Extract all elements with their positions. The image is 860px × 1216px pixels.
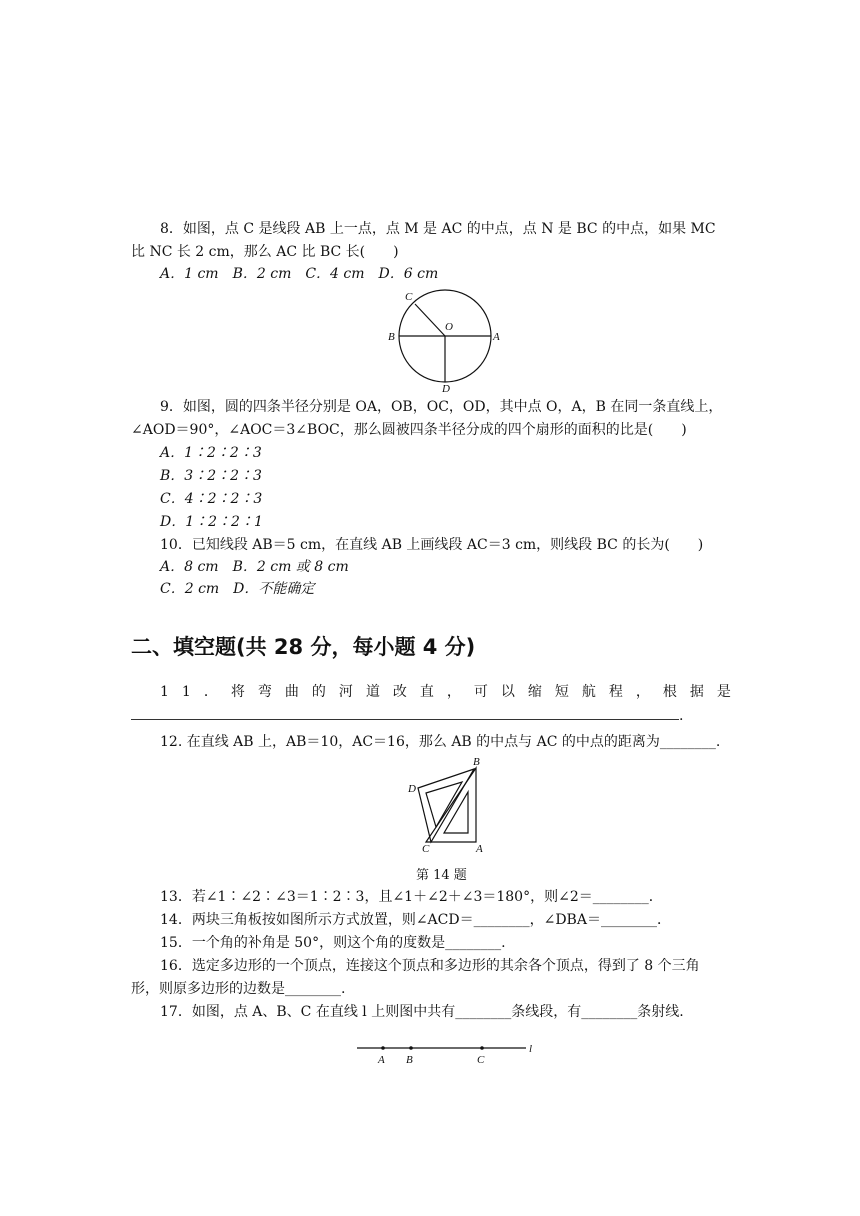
q11-end: .: [679, 708, 684, 724]
triangle-figure: [400, 755, 500, 855]
q9-option-b: B．3∶2∶2∶3: [160, 468, 262, 484]
triangle-label-B: B: [473, 756, 480, 768]
section-title: 二、填空题(共 28 分，每小题 4 分): [131, 635, 476, 659]
triangle-label-D: D: [408, 783, 416, 795]
q16-line1: 16．选定多边形的一个顶点，连接这个顶点和多边形的其余各个顶点，得到了 8 个三角: [160, 958, 700, 974]
q8-line2: 比 NC 长 2 cm，那么 AC 比 BC 长( ): [131, 244, 399, 260]
q12-text: 12. 在直线 AB 上，AB＝10，AC＝16，那么 AB 的中点与 AC 的中点的距离为________.: [160, 734, 721, 750]
line-label-C: C: [477, 1054, 485, 1066]
q8-line1: 8．如图，点 C 是线段 AB 上一点，点 M 是 AC 的中点，点 N 是 BC 的中点，如果 MC: [160, 221, 716, 237]
triangle-label-A: A: [476, 843, 483, 855]
q9-option-a: A．1∶2∶2∶3: [160, 445, 262, 461]
q16-line2: 形，则原多边形的边数是________.: [131, 981, 346, 997]
line-label-A: A: [378, 1054, 385, 1066]
q10-options2: C．2 cm D．不能确定: [160, 581, 315, 597]
circle-figure: [380, 286, 510, 394]
q14-text: 14．两块三角板按如图所示方式放置，则∠ACD＝________，∠DBA＝________．: [160, 912, 671, 928]
q13-text: 13．若∠1∶∠2∶∠3＝1∶2∶3，且∠1＋∠2＋∠3＝180°，则∠2＝________．: [160, 889, 663, 905]
q15-text: 15．一个角的补角是 50°，则这个角的度数是________.: [160, 935, 506, 951]
line-label-B: B: [406, 1054, 413, 1066]
q11-answer-blank: [131, 719, 679, 720]
q9-option-d: D．1∶2∶2∶1: [160, 514, 263, 530]
q10-options1: A．8 cm B．2 cm 或 8 cm: [160, 559, 349, 575]
circle-label-C: C: [405, 291, 413, 303]
q9-line1: 9．如图，圆的四条半径分别是 OA，OB，OC，OD，其中点 O，A，B 在同一条直线上，: [160, 399, 723, 415]
q8-options: A．1 cm B．2 cm C．4 cm D．6 cm: [160, 266, 439, 282]
circle-label-A: A: [493, 331, 500, 343]
circle-label-B: B: [388, 331, 395, 343]
q9-option-c: C．4∶2∶2∶3: [160, 491, 263, 507]
figure-caption: 第 14 题: [416, 868, 467, 883]
circle-label-D: D: [442, 383, 450, 394]
triangle-label-C: C: [422, 843, 430, 855]
q10-line1: 10．已知线段 AB＝5 cm，在直线 AB 上画线段 AC＝3 cm，则线段 BC 的长为( ): [160, 537, 704, 553]
line-label-l: l: [529, 1043, 533, 1055]
q9-line2: ∠AOD＝90°，∠AOC＝3∠BOC，那么圆被四条半径分成的四个扇形的面积的比是( ): [131, 422, 687, 438]
line-figure: [350, 1036, 540, 1068]
q11-line1: 11．将弯曲的河道改直，可以缩短航程，根据是: [160, 684, 744, 700]
circle-label-O: O: [445, 321, 453, 333]
q17-text: 17．如图，点 A、B、C 在直线 l 上则图中共有________条线段，有________条射线.: [160, 1004, 684, 1020]
